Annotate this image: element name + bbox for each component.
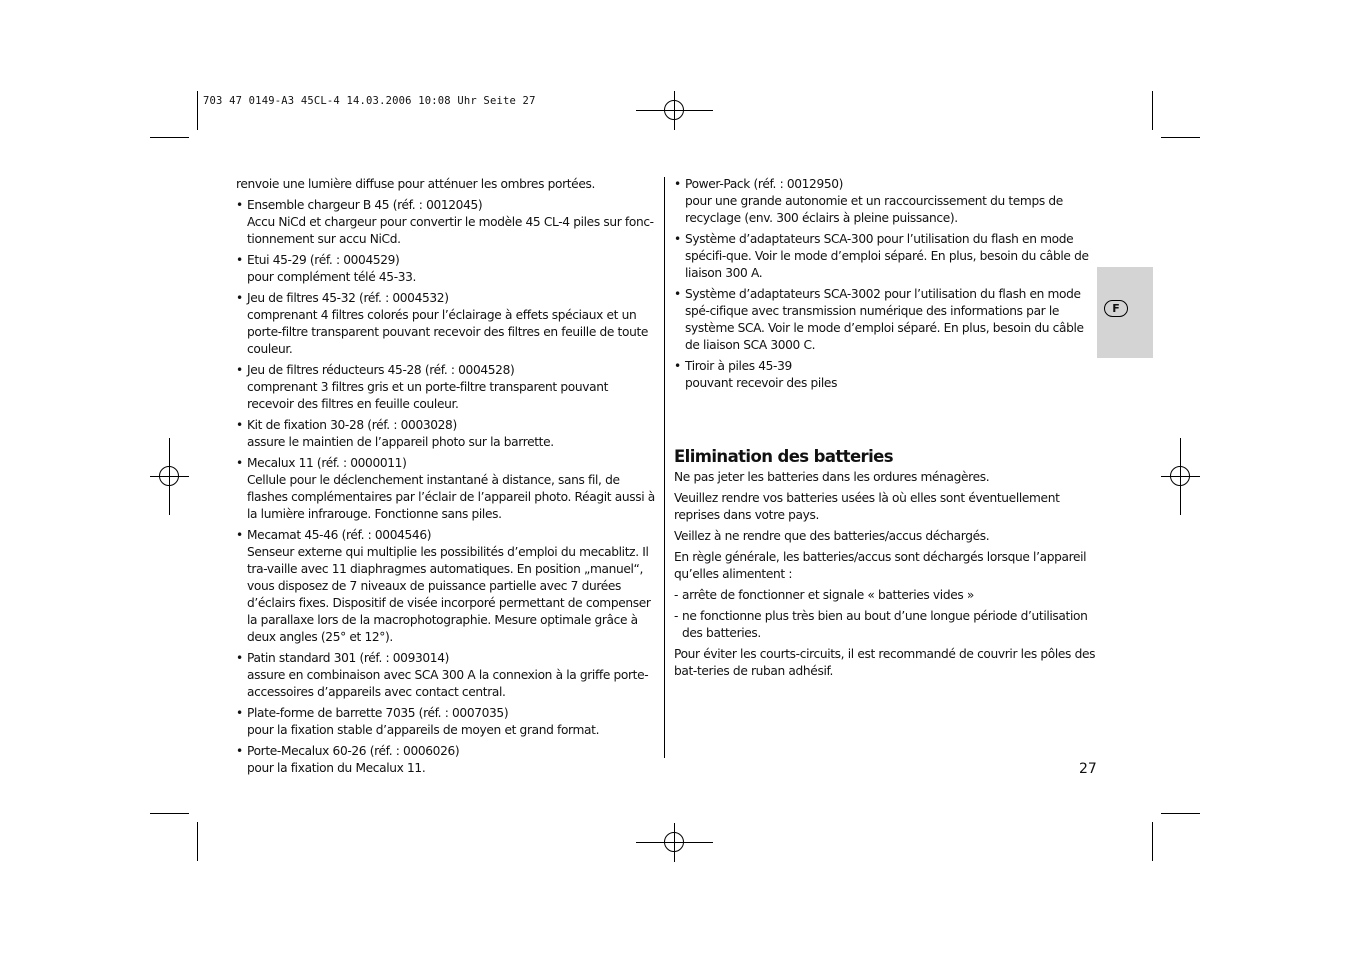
item-title: Système d’adaptateurs SCA-3002 pour l’utilisation du flash en mode spé-cifique avec transmission numérique des informations par le système SCA. Voir le mode d’emploi séparé. En plus, besoin du câble de liaison SCA 3000 C. bbox=[685, 287, 1084, 352]
item-detail: Cellule pour le déclenchement instantané à distance, sans fil, de flashes complémentaires par l’éclair de l’appareil photo. Réagit aussi à la lumière infrarouge. Fonctionne sans piles. bbox=[247, 473, 655, 521]
bullet-marker: • bbox=[674, 232, 681, 246]
bullet-marker: • bbox=[236, 456, 243, 470]
section-title: Elimination des batteries bbox=[674, 447, 893, 466]
registration-circle bbox=[159, 466, 179, 486]
dash-marker: - bbox=[674, 588, 679, 602]
item-detail: comprenant 3 filtres gris et un porte-filtre transparent pouvant recevoir des filtres en feuille couleur. bbox=[247, 380, 609, 411]
crop-mark bbox=[150, 813, 189, 814]
bullet-marker: • bbox=[236, 744, 243, 758]
item-title: Jeu de filtres réducteurs 45-28 (réf. : 0004528) bbox=[247, 363, 515, 377]
item-title: Système d’adaptateurs SCA-300 pour l’utilisation du flash en mode spécifi-que. Voir le mode d’emploi séparé. En plus, besoin du câble de liaison 300 A. bbox=[685, 232, 1089, 280]
item-detail: pour complément télé 45-33. bbox=[247, 270, 417, 284]
item-title: Mecamat 45-46 (réf. : 0004546) bbox=[247, 528, 432, 542]
bullet-marker: • bbox=[236, 198, 243, 212]
crop-mark bbox=[150, 137, 189, 138]
list-item bbox=[236, 743, 656, 777]
item-title: Tiroir à piles 45-39 bbox=[685, 359, 792, 373]
item-detail: pour la fixation du Mecalux 11. bbox=[247, 761, 426, 775]
item-title: Etui 45-29 (réf. : 0004529) bbox=[247, 253, 400, 267]
dash-item-text: arrête de fonctionner et signale « batteries vides » bbox=[682, 588, 974, 602]
list-item bbox=[674, 176, 1098, 227]
list-item bbox=[236, 290, 656, 358]
lead-text: renvoie une lumière diffuse pour atténuer les ombres portées. bbox=[236, 177, 595, 191]
bullet-marker: • bbox=[236, 528, 243, 542]
item-title: Mecalux 11 (réf. : 0000011) bbox=[247, 456, 407, 470]
list-item bbox=[236, 527, 656, 646]
list-item bbox=[236, 197, 656, 248]
list-item bbox=[236, 417, 656, 451]
bullet-marker: • bbox=[236, 291, 243, 305]
item-title: Plate-forme de barrette 7035 (réf. : 0007035) bbox=[247, 706, 509, 720]
bullet-marker: • bbox=[674, 177, 681, 191]
item-detail: Senseur externe qui multiplie les possibilités d’emploi du mecablitz. Il tra-vaille avec 11 diaphragmes automatiques. En position „manuel“, vous disposez de 7 niveaux de puissance partielle avec 7 durées d’éclairs fixes. Dispositif de visée incorporé permettant de compenser la parallaxe lors de la macrophotographie. Mesure optimale grâce à deux angles (25° et 12°). bbox=[247, 545, 651, 644]
paragraph: Veuillez rendre vos batteries usées là où elles sont éventuellement reprises dans votre pays. bbox=[674, 491, 1060, 522]
bullet-marker: • bbox=[674, 287, 681, 301]
paragraph: Ne pas jeter les batteries dans les ordures ménagères. bbox=[674, 470, 990, 484]
paragraph: Veillez à ne rendre que des batteries/accus déchargés. bbox=[674, 529, 990, 543]
accessory-list-continued bbox=[674, 176, 1098, 392]
bullet-marker: • bbox=[236, 418, 243, 432]
left-column bbox=[236, 176, 656, 781]
list-item bbox=[236, 705, 656, 739]
registration-circle bbox=[664, 100, 684, 120]
item-title: Kit de fixation 30-28 (réf. : 0003028) bbox=[247, 418, 457, 432]
bullet-marker: • bbox=[236, 651, 243, 665]
item-title: Ensemble chargeur B 45 (réf. : 0012045) bbox=[247, 198, 483, 212]
print-file-info: 703 47 0149-A3 45CL-4 14.03.2006 10:08 Uhr Seite 27 bbox=[203, 95, 536, 107]
right-column bbox=[674, 176, 1098, 684]
dash-item-text: ne fonctionne plus très bien au bout d’une longue période d’utilisation des batteries. bbox=[682, 609, 1088, 640]
list-item bbox=[236, 650, 656, 701]
language-badge: F bbox=[1104, 300, 1128, 317]
item-detail: pour une grande autonomie et un raccourcissement du temps de recyclage (env. 300 éclairs à pleine puissance). bbox=[685, 194, 1063, 225]
crop-mark bbox=[197, 822, 198, 861]
item-detail: pouvant recevoir des piles bbox=[685, 376, 838, 390]
item-detail: assure le maintien de l’appareil photo sur la barrette. bbox=[247, 435, 554, 449]
crop-mark bbox=[1161, 813, 1200, 814]
paragraph: En règle générale, les batteries/accus sont déchargés lorsque l’appareil qu’elles alimentent : bbox=[674, 550, 1087, 581]
item-title: Power-Pack (réf. : 0012950) bbox=[685, 177, 844, 191]
bullet-marker: • bbox=[236, 363, 243, 377]
crop-mark bbox=[197, 91, 198, 130]
item-detail: assure en combinaison avec SCA 300 A la connexion à la griffe porte-accessoires d’appareils avec contact central. bbox=[247, 668, 649, 699]
crop-mark bbox=[1161, 137, 1200, 138]
page-number: 27 bbox=[1079, 761, 1097, 777]
registration-circle bbox=[664, 832, 684, 852]
column-divider bbox=[664, 177, 665, 758]
item-title: Patin standard 301 (réf. : 0093014) bbox=[247, 651, 450, 665]
dash-list-item bbox=[674, 608, 1098, 642]
bullet-marker: • bbox=[236, 253, 243, 267]
item-detail: comprenant 4 filtres colorés pour l’éclairage à effets spéciaux et un porte-filtre transparent pouvant recevoir des filtres en feuille de toute couleur. bbox=[247, 308, 649, 356]
registration-circle bbox=[1170, 466, 1190, 486]
accessory-list bbox=[236, 197, 656, 777]
item-title: Porte-Mecalux 60-26 (réf. : 0006026) bbox=[247, 744, 460, 758]
bullet-marker: • bbox=[674, 359, 681, 373]
item-detail: pour la fixation stable d’appareils de moyen et grand format. bbox=[247, 723, 600, 737]
list-item bbox=[674, 286, 1098, 354]
paragraph: Pour éviter les courts-circuits, il est recommandé de couvrir les pôles des bat-teries de ruban adhésif. bbox=[674, 647, 1096, 678]
dash-marker: - bbox=[674, 609, 679, 623]
list-item bbox=[674, 231, 1098, 282]
crop-mark bbox=[1152, 91, 1153, 130]
list-item bbox=[236, 362, 656, 413]
item-detail: Accu NiCd et chargeur pour convertir le modèle 45 CL-4 piles sur fonc-tionnement sur accu NiCd. bbox=[247, 215, 654, 246]
list-item bbox=[674, 358, 1098, 392]
dash-list-item bbox=[674, 587, 1098, 604]
item-title: Jeu de filtres 45-32 (réf. : 0004532) bbox=[247, 291, 449, 305]
crop-mark bbox=[1152, 822, 1153, 861]
list-item bbox=[236, 455, 656, 523]
bullet-marker: • bbox=[236, 706, 243, 720]
list-item bbox=[236, 252, 656, 286]
